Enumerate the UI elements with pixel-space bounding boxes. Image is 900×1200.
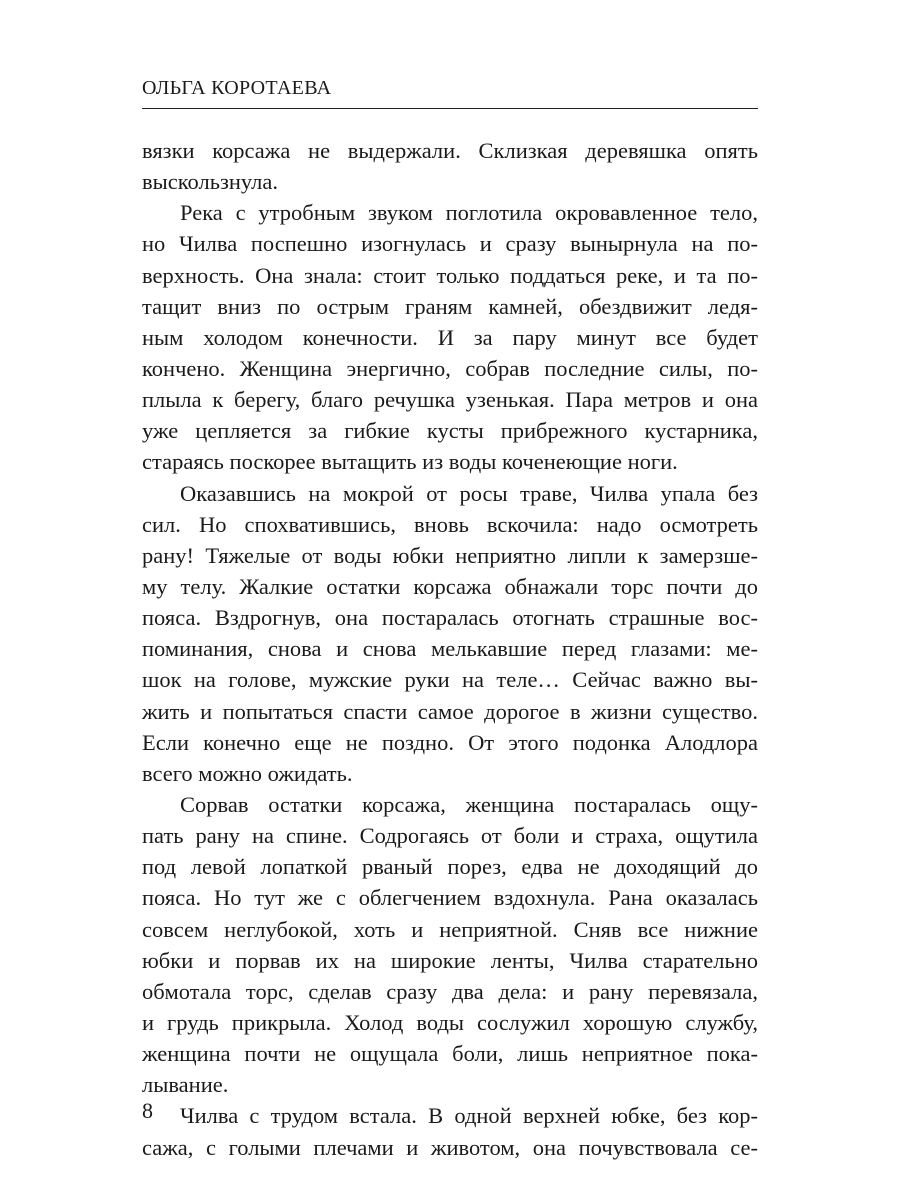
text-line: пояса. Но тут же с облегчением вздохнула. Рана оказалась xyxy=(142,885,758,911)
text-line: под левой лопаткой рваный порез, едва не доходящий до xyxy=(142,854,758,880)
text-line: верхность. Она знала: стоит только поддаться реке, и та по- xyxy=(142,262,758,288)
text-line: лывание. xyxy=(142,1072,229,1098)
text-line: выскользнула. xyxy=(142,169,278,195)
text-line: поминания, снова и снова мелькавшие перед глазами: ме- xyxy=(142,636,758,662)
text-line: уже цепляется за гибкие кусты прибрежного кустарника, xyxy=(142,418,758,444)
text-line: женщина почти не ощущала боли, лишь неприятное пока- xyxy=(142,1041,758,1067)
text-line: пояса. Вздрогнув, она постаралась отогнать страшные вос- xyxy=(142,605,758,631)
text-line: Чилва с трудом встала. В одной верхней юбке, без кор- xyxy=(180,1103,758,1129)
text-line: всего можно ожидать. xyxy=(142,760,353,786)
header-rule xyxy=(142,108,758,109)
text-line: плыла к берегу, благо речушка узенькая. Пара метров и она xyxy=(142,387,758,413)
text-line: юбки и порвав их на широкие ленты, Чилва старательно xyxy=(142,947,758,973)
text-line: обмотала торс, сделав сразу два дела: и рану перевязала, xyxy=(142,978,758,1004)
page-number: 8 xyxy=(142,1098,153,1123)
text-line: му телу. Жалкие остатки корсажа обнажали торс почти до xyxy=(142,573,758,599)
text-line: жить и попытаться спасти самое дорогое в жизни существо. xyxy=(142,698,758,724)
text-line: кончено. Женщина энергично, собрав последние силы, по- xyxy=(142,355,758,381)
text-line: шок на голове, мужские руки на теле… Сейчас важно вы- xyxy=(142,667,758,693)
text-line: тащит вниз по острым граням камней, обездвижит ледя- xyxy=(142,293,758,319)
text-line: совсем неглубокой, хоть и неприятной. Сняв все нижние xyxy=(142,916,758,942)
text-line: вязки корсажа не выдержали. Склизкая деревяшка опять xyxy=(142,138,758,163)
text-line: сил. Но спохватившись, вновь вскочила: надо осмотреть xyxy=(142,511,758,537)
text-line: рану! Тяжелые от воды юбки неприятно липли к замерзше- xyxy=(142,542,758,568)
text-line: Если конечно еще не поздно. От этого подонка Алодлора xyxy=(142,729,758,755)
running-head: ОЛЬГА КОРОТАЕВА xyxy=(142,77,332,99)
text-line: Река с утробным звуком поглотила окровавленное тело, xyxy=(180,200,758,226)
text-line: Сорвав остатки корсажа, женщина постаралась ощу- xyxy=(180,791,758,817)
text-line: сажа, с голыми плечами и животом, она почувствовала се- xyxy=(142,1134,758,1160)
text-line: но Чилва поспешно изогнулась и сразу вынырнула на по- xyxy=(142,231,758,257)
text-line: и грудь прикрыла. Холод воды сослужил хорошую службу, xyxy=(142,1009,758,1035)
text-line: Оказавшись на мокрой от росы траве, Чилва упала без xyxy=(180,480,758,506)
text-line: пать рану на спине. Содрогаясь от боли и страха, ощутила xyxy=(142,823,758,849)
text-line: стараясь поскорее вытащить из воды коченеющие ноги. xyxy=(142,449,678,475)
text-line: ным холодом конечности. И за пару минут все будет xyxy=(142,324,758,350)
body-text xyxy=(142,135,758,1163)
